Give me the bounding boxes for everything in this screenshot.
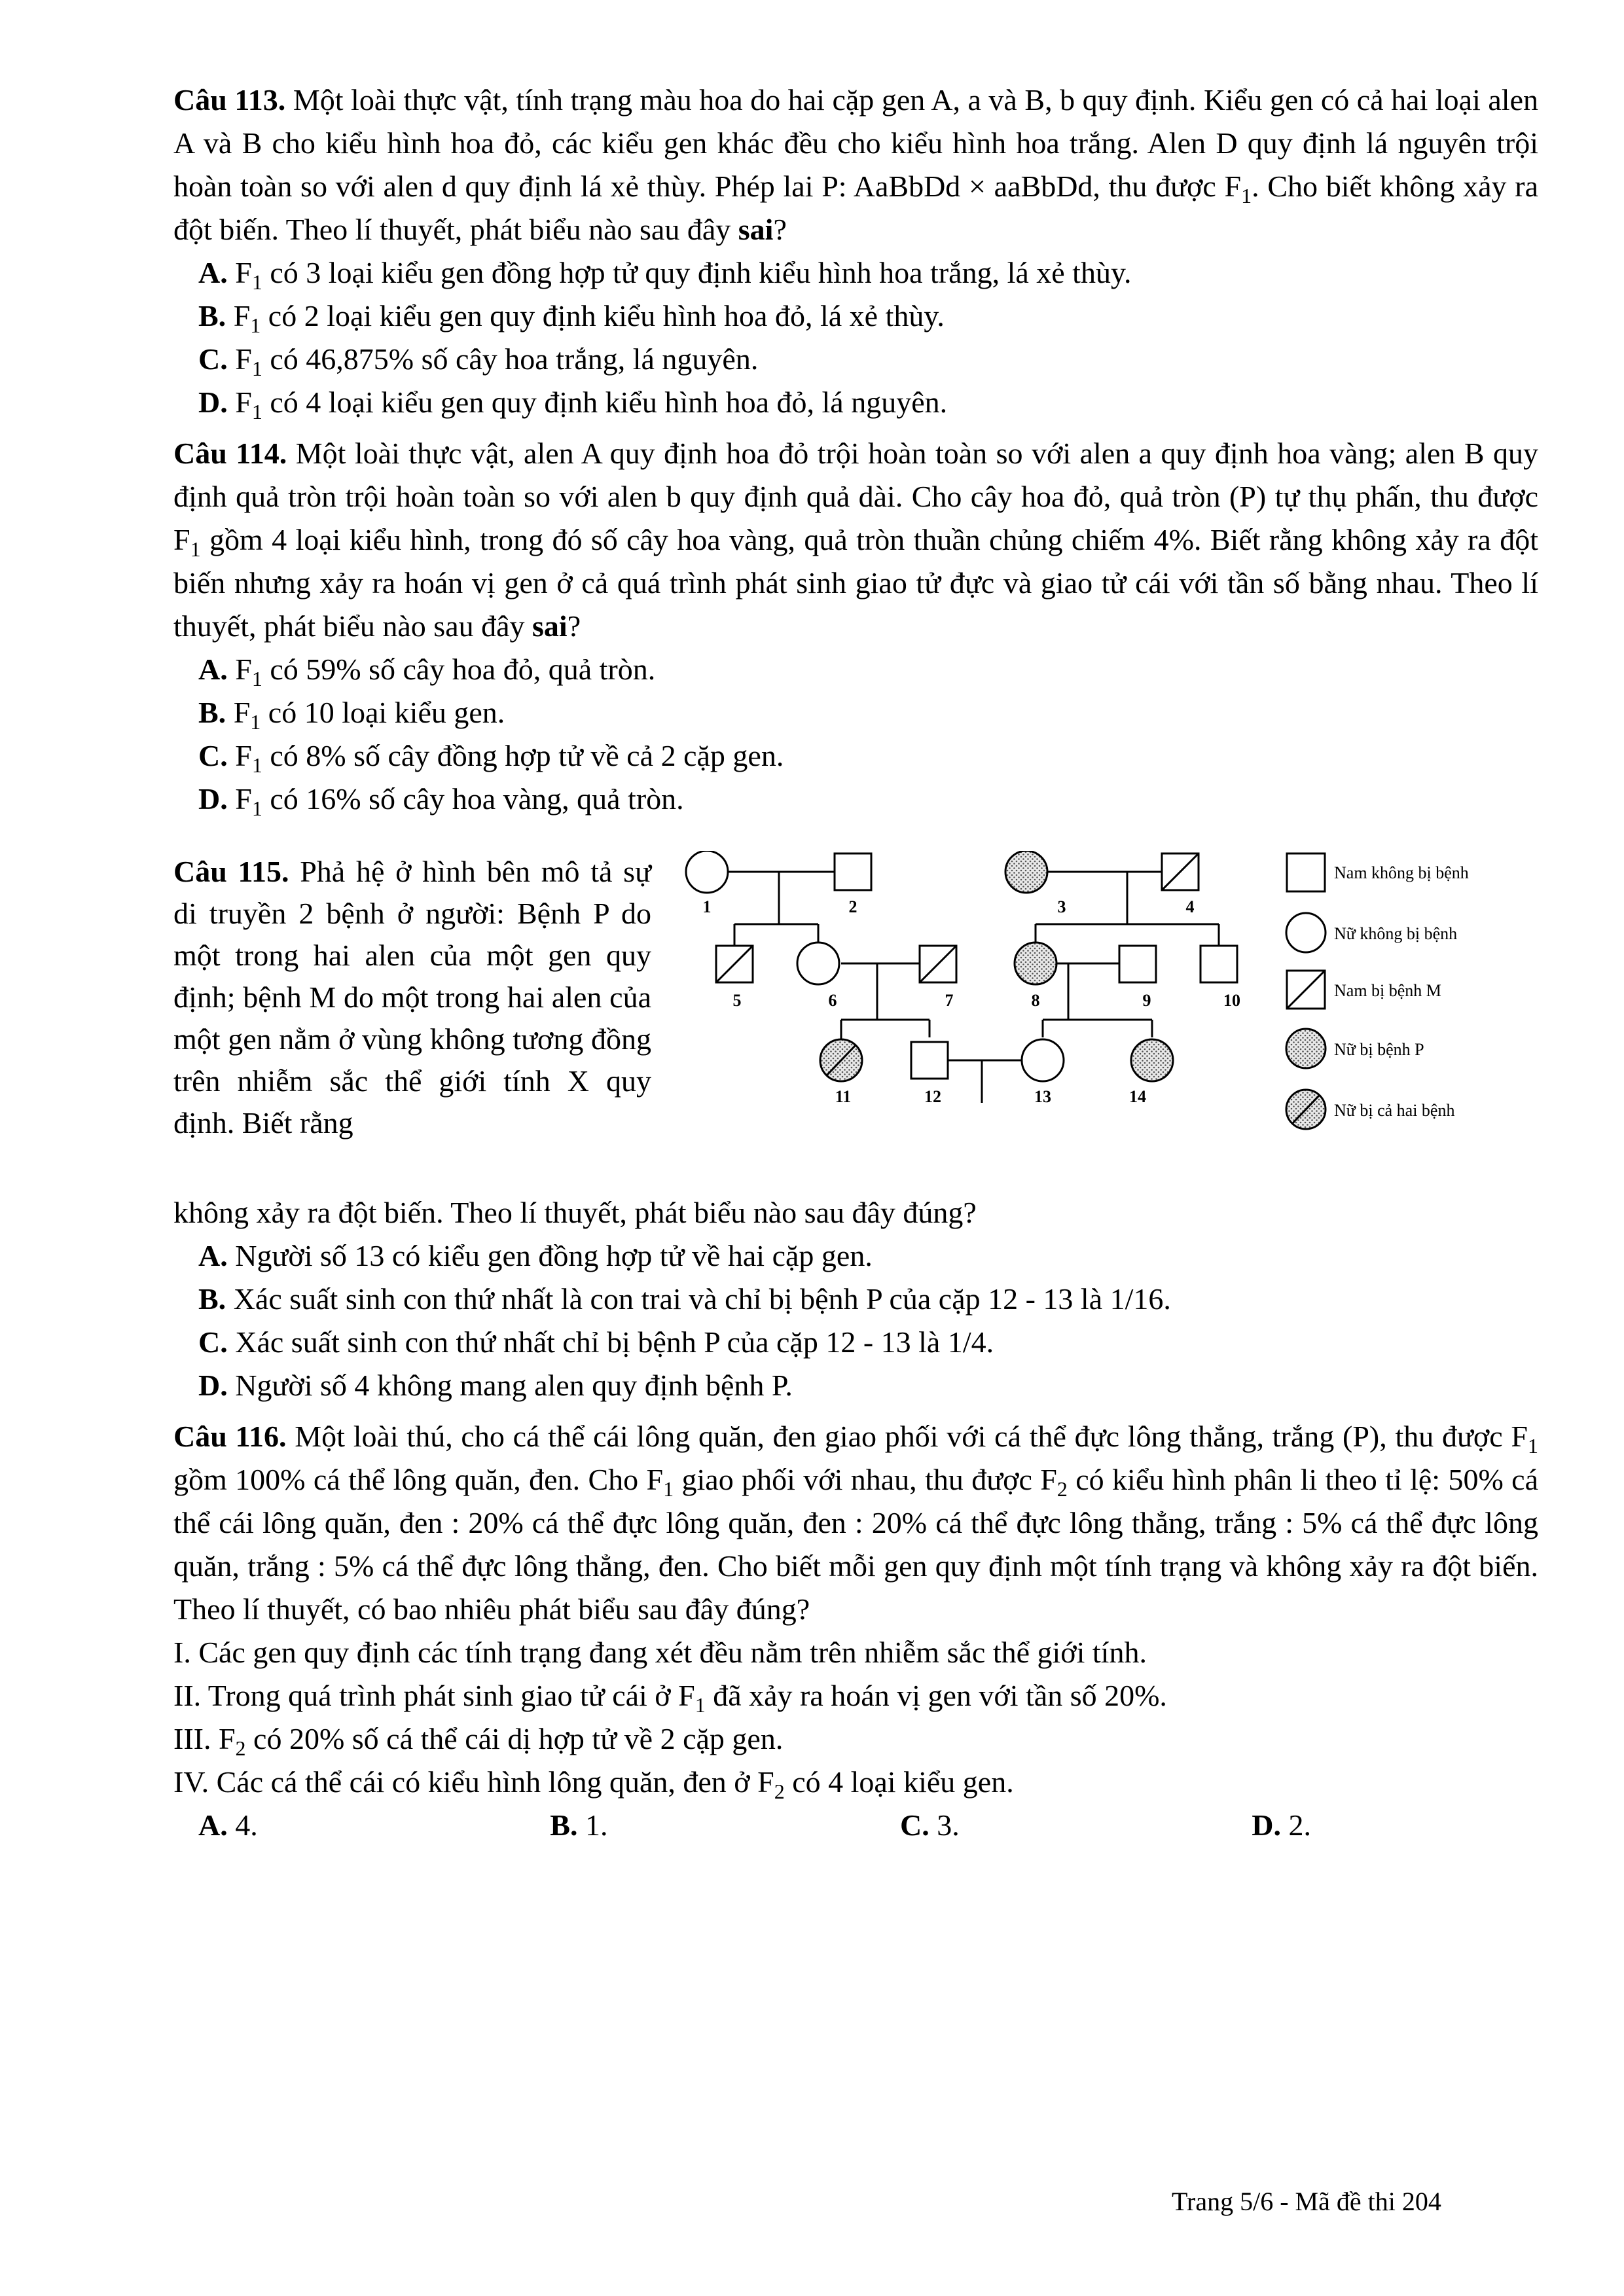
label-5: 5 xyxy=(732,991,742,1010)
q116-answer-c: C. 3. xyxy=(899,1808,960,1842)
q113-option-a: A. $F_1$ có 3 loại kiểu gen đồng hợp tử quy định kiểu hình hoa trắng, lá xẻ thùy. xyxy=(198,256,1132,295)
label-1: 1 xyxy=(702,897,712,916)
legend-male-healthy-icon xyxy=(1287,853,1325,891)
person-10 xyxy=(1200,946,1237,982)
person-9 xyxy=(1119,946,1156,982)
legend-text-2: Nữ không bị bệnh xyxy=(1334,924,1458,943)
q114-option-b: B. $F_1$ có 10 loại kiểu gen. xyxy=(198,696,505,734)
q114-stem: Câu 114. Một loài thực vật, alen A quy định hoa đỏ trội hoàn toàn so với alen a quy định hoa vàng; alen B quy định quả tròn trội hoàn toàn so với alen b quy định quả dài. Cho cây hoa đỏ, quả tròn (P) tự thụ phấn, thu được $F_1$ gồm 4 loại kiểu hình, trong đó số cây hoa vàng, quả tròn thuần chủng chiếm 4%. Biết rằng không xảy ra đột biến nhưng xảy ra hoán vị gen ở cả quá trình phát sinh giao tử đực và giao tử cái với tần số bằng nhau. Theo lí thuyết, phát biểu nào sau đây sai? xyxy=(173,437,1538,643)
q115-stem-continuation: không xảy ra đột biến. Theo lí thuyết, phát biểu nào sau đây đúng? xyxy=(173,1196,977,1229)
person-7 xyxy=(920,946,956,982)
q116-statement-4: IV. Các cá thể cái có kiểu hình lông quăn, đen ở $F_2$ có 4 loại kiểu gen. xyxy=(173,1765,1014,1804)
q116-statement-3: III. $F_2$ có 20% số cá thể cái dị hợp tử về 2 cặp gen. xyxy=(173,1722,784,1761)
label-2: 2 xyxy=(848,897,857,916)
legend-female-healthy-icon xyxy=(1286,913,1326,952)
label-4: 4 xyxy=(1185,897,1195,916)
q115-stem-side: Câu 115. Phả hệ ở hình bên mô tả sự di truyền 2 bệnh ở người: Bệnh P do một trong hai alen của một gen quy định; bệnh M do một trong hai alen của một gen nằm ở vùng không tương đồng trên nhiễm sắc thể giới tính X quy định. Biết rằng xyxy=(173,855,652,1139)
label-12: 12 xyxy=(924,1087,941,1106)
legend-text-4: Nữ bị bệnh P xyxy=(1334,1040,1424,1059)
label-9: 9 xyxy=(1142,991,1151,1010)
person-12 xyxy=(911,1042,948,1079)
q116-label: Câu 116. xyxy=(173,1420,287,1453)
q113-option-c: C. $F_1$ có 46,875% số cây hoa trắng, lá nguyên. xyxy=(198,342,759,381)
label-7: 7 xyxy=(945,991,954,1010)
person-3 xyxy=(1005,851,1047,893)
person-2 xyxy=(835,853,871,890)
person-6 xyxy=(797,942,839,984)
q116-answer-d: D. 2. xyxy=(1252,1808,1311,1842)
label-11: 11 xyxy=(835,1087,852,1106)
questions-115-116 xyxy=(173,1191,1538,1847)
legend-male-disease-m-icon xyxy=(1287,971,1325,1009)
label-3: 3 xyxy=(1057,897,1066,916)
label-10: 10 xyxy=(1223,991,1240,1010)
q113-stem: Câu 113. Một loài thực vật, tính trạng màu hoa do hai cặp gen A, a và B, b quy định. Kiểu gen có cả hai loại alen A và B cho kiểu hình hoa đỏ, các kiểu gen khác đều cho kiểu hình hoa trắng. Alen D quy định lá nguyên trội hoàn toàn so với alen d quy định lá xẻ thùy. Phép lai P: AaBbDd × aaBbDd, thu được $F_1$. Cho biết không xảy ra đột biến. Theo lí thuyết, phát biểu nào sau đây sai? xyxy=(173,83,1539,246)
q116-answer-a: A. 4. xyxy=(198,1808,258,1842)
q114-option-d: D. $F_1$ có 16% số cây hoa vàng, quả tròn. xyxy=(198,782,684,821)
legend-female-both-diseases-icon xyxy=(1286,1090,1326,1129)
q116-statement-1: I. Các gen quy định các tính trạng đang xét đều nằm trên nhiễm sắc thể giới tính. xyxy=(173,1636,1147,1669)
legend-text-1: Nam không bị bệnh xyxy=(1334,863,1469,882)
person-4 xyxy=(1162,853,1199,890)
q115-option-b: B. Xác suất sinh con thứ nhất là con trai và chỉ bị bệnh P của cặp 12 - 13 là 1/16. xyxy=(198,1282,1171,1316)
person-11 xyxy=(820,1039,862,1081)
page-footer: Trang 5/6 - Mã đề thi 204 xyxy=(1172,2187,1441,2216)
pedigree-diagram xyxy=(681,851,1532,1191)
questions-113-114 xyxy=(173,79,1538,821)
pedigree-legend xyxy=(1286,853,1326,1129)
q114-option-c: C. $F_1$ có 8% số cây đồng hợp tử về cả 2 cặp gen. xyxy=(198,739,784,778)
person-14 xyxy=(1131,1039,1173,1081)
q115-option-a: A. Người số 13 có kiểu gen đồng hợp tử về hai cặp gen. xyxy=(198,1239,873,1272)
person-8 xyxy=(1015,942,1056,984)
label-13: 13 xyxy=(1034,1087,1051,1106)
q116-answers xyxy=(173,1804,1311,1847)
legend-female-disease-p-icon xyxy=(1286,1029,1326,1068)
q115-label: Câu 115. xyxy=(173,855,289,888)
q116-answer-b: B. 1. xyxy=(550,1808,608,1842)
q113-label: Câu 113. xyxy=(173,83,286,117)
label-8: 8 xyxy=(1031,991,1040,1010)
legend-text-5: Nữ bị cả hai bệnh xyxy=(1334,1101,1455,1120)
q114-label: Câu 114. xyxy=(173,437,287,470)
person-13 xyxy=(1022,1039,1064,1081)
q116-statement-2: II. Trong quá trình phát sinh giao tử cái ở $F_1$ đã xảy ra hoán vị gen với tần số 20%. xyxy=(173,1679,1167,1717)
legend-text-3: Nam bị bệnh M xyxy=(1334,981,1441,1000)
q115-option-d: D. Người số 4 không mang alen quy định bệnh P. xyxy=(198,1369,793,1402)
q116-stem: Câu 116. Một loài thú, cho cá thể cái lông quăn, đen giao phối với cá thể đực lông thẳng, trắng (P), thu được $F_1$ gồm 100% cá thể lông quăn, đen. Cho $F_1$ giao phối với nhau, thu được $F_2$ có kiểu hình phân li theo tỉ lệ: 50% cá thể cái lông quăn, đen : 20% cá thể đực lông quăn, đen : 20% cá thể đực lông thẳng, trắng : 5% cá thể đực lông quăn, trắng : 5% cá thể đực lông thẳng, đen. Cho biết mỗi gen quy định một tính trạng và không xảy ra đột biến. Theo lí thuyết, có bao nhiêu phát biểu sau đây đúng? xyxy=(173,1420,1538,1626)
label-14: 14 xyxy=(1129,1087,1146,1106)
person-5 xyxy=(716,946,753,982)
person-1 xyxy=(686,851,728,893)
q113-option-b: B. $F_1$ có 2 loại kiểu gen quy định kiểu hình hoa đỏ, lá xẻ thùy. xyxy=(198,299,945,338)
q114-option-a: A. $F_1$ có 59% số cây hoa đỏ, quả tròn. xyxy=(198,653,656,691)
q115-option-c: C. Xác suất sinh con thứ nhất chỉ bị bệnh P của cặp 12 - 13 là 1/4. xyxy=(198,1325,994,1359)
q113-option-d: D. $F_1$ có 4 loại kiểu gen quy định kiểu hình hoa đỏ, lá nguyên. xyxy=(198,386,948,424)
label-6: 6 xyxy=(828,991,837,1010)
